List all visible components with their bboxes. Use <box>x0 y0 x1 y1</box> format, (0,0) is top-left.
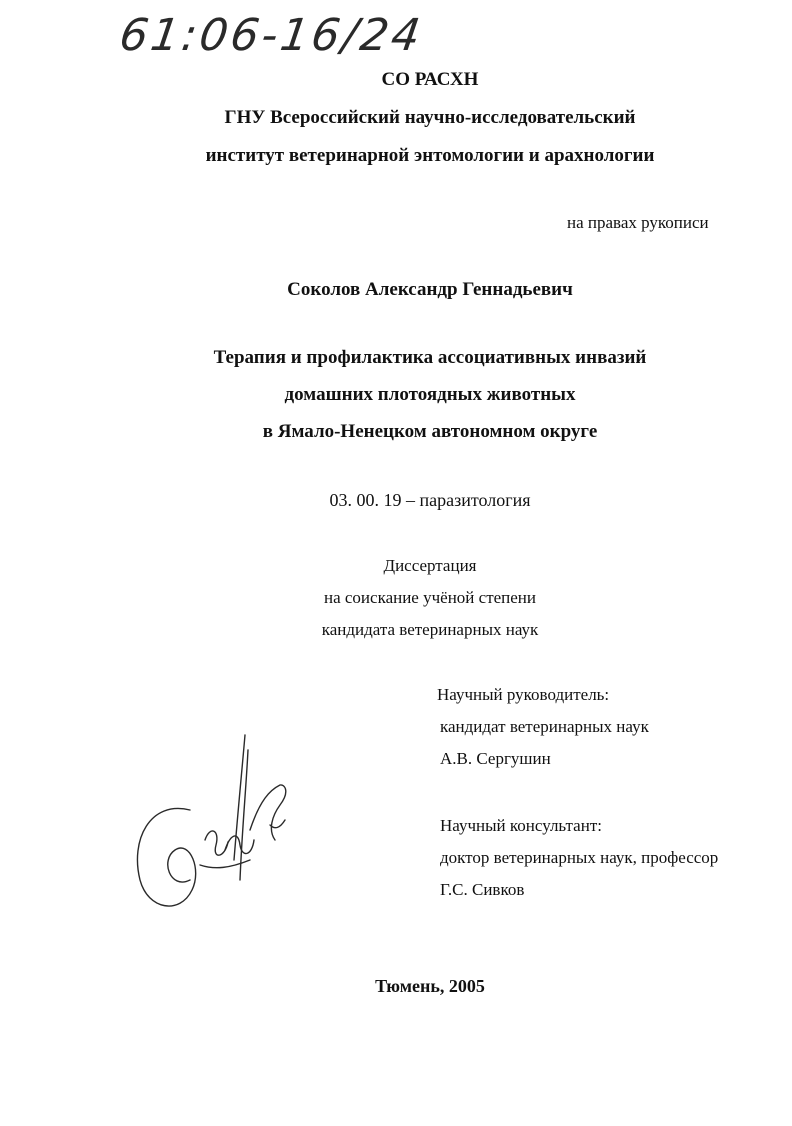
title-line-1: Терапия и профилактика ассоциативных инвазий <box>213 347 647 368</box>
supervisor-rank: кандидат ветеринарных наук <box>440 717 649 736</box>
consultant-heading: Научный консультант: <box>440 816 602 835</box>
title-line-2: домашних плотоядных животных <box>284 384 576 405</box>
institute-line-1: ГНУ Всероссийский научно-исследовательский <box>224 107 636 128</box>
degree-line-3: кандидата ветеринарных наук <box>321 620 539 639</box>
consultant-name: Г.С. Сивков <box>440 880 525 899</box>
degree-line-2: на соискание учёной степени <box>323 588 537 607</box>
rights-note: на правах рукописи <box>567 213 709 232</box>
handwritten-signature <box>130 730 310 920</box>
supervisor-heading: Научный руководитель: <box>437 685 610 704</box>
institute-line-2: институт ветеринарной энтомологии и арахнологии <box>205 145 655 166</box>
specialty-code: 03. 00. 19 – паразитология <box>329 490 531 510</box>
consultant-rank: доктор ветеринарных наук, профессор <box>440 848 719 867</box>
place-and-year: Тюмень, 2005 <box>375 976 485 996</box>
archive-code-handwritten: 61:06-16/24 <box>116 10 427 61</box>
title-line-3: в Ямало-Ненецком автономном округе <box>262 421 598 442</box>
degree-line-1: Диссертация <box>383 556 477 575</box>
supervisor-name: А.В. Сергушин <box>440 749 551 768</box>
org-short-name: СО РАСХН <box>381 69 479 90</box>
author-name: Соколов Александр Геннадьевич <box>287 279 573 300</box>
